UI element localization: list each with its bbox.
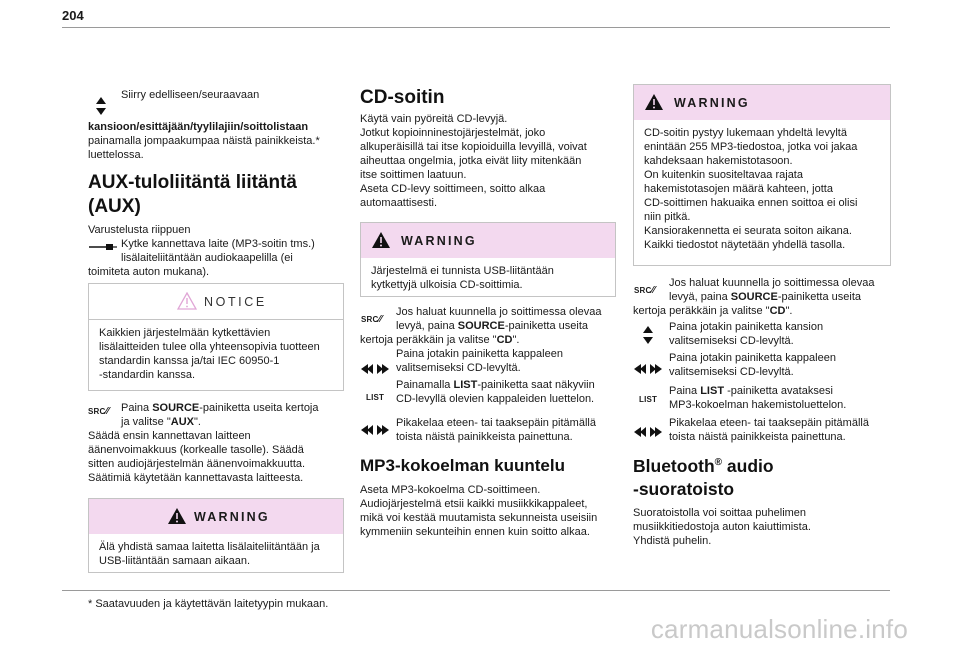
aux-title-line1: AUX-tuloliitäntä liitäntä xyxy=(88,172,297,193)
bt-title-text: Bluetooth xyxy=(633,456,715,476)
text-run: Paina xyxy=(121,402,153,414)
src-cd-line1: Jos haluat kuunnella jo soittimessa olevaa xyxy=(396,306,602,318)
warning-box-mp3 xyxy=(633,84,891,266)
src-mp3-line2 xyxy=(669,290,861,304)
top-divider xyxy=(62,27,890,28)
registered-mark: ® xyxy=(714,457,723,469)
warning-line: Älä yhdistä samaa laitetta lisälaiteliitäntään ja xyxy=(99,541,320,553)
text-run: Paina xyxy=(669,385,701,397)
notice-line: Kaikkien järjestelmään kytkettävien xyxy=(99,327,271,339)
src-mp3-line1: Jos haluat kuunnella jo soittimessa olevaa xyxy=(669,277,875,289)
prev-next-arrows-icon xyxy=(633,363,663,375)
src-cd-line2 xyxy=(396,319,588,333)
src-cd-line3 xyxy=(360,333,519,347)
lr-cd-line1: Paina jotakin painiketta kappaleen xyxy=(396,348,563,360)
warning-header xyxy=(89,499,343,534)
warning-header xyxy=(634,85,890,120)
bt-line: Yhdistä puhelin. xyxy=(633,535,712,547)
src-icon: SRC⁄⁄ xyxy=(361,314,383,325)
text-run: levyä, paina xyxy=(669,291,731,303)
folder-nav-bold: kansioon/esittäjään/tyylilajiin/soittolistaan xyxy=(88,121,309,133)
notice-body xyxy=(89,320,343,388)
warning-line: CD-soittimen hakuaika ennen soittoa ei olisi xyxy=(644,197,858,209)
text-run: Painamalla xyxy=(396,379,454,391)
adjust-line: Säätimiä käytetään kannettavasta laitteesta. xyxy=(88,472,304,484)
aux-text-4: toimiteta auton mukana). xyxy=(88,266,210,278)
notice-line: standardin kanssa ja/tai IEC 60950-1 xyxy=(99,355,280,367)
lr-mp3-line2: valitsemiseksi CD-levyltä. xyxy=(669,366,794,378)
cd-key: CD xyxy=(769,305,786,317)
aux-cable-icon xyxy=(88,241,118,253)
cd-line: Aseta CD-levy soittimeen, soitto alkaa xyxy=(360,183,546,195)
cd-line: Jotkut kopioinninestojärjestelmät, joko xyxy=(360,127,546,139)
warning-line: enintään 255 MP3-tiedostoa, jotka voi jakaa xyxy=(644,141,858,153)
warning-line: USB-liitäntään samaan aikaan. xyxy=(99,555,251,567)
warning-line: hakemistotasojen määrä kahteen, jotta xyxy=(644,183,833,195)
mp3-line: Aseta MP3-kokoelma CD-soittimeen. xyxy=(360,484,541,496)
warning-line: On kuitenkin suositeltavaa rajata xyxy=(644,169,803,181)
text-run: -painiketta useita xyxy=(504,320,588,332)
list-icon: LIST xyxy=(639,395,658,404)
text-run: -painiketta useita kertoja xyxy=(199,402,319,414)
warning-line: niin pitkä. xyxy=(644,211,691,223)
text-run: ". xyxy=(194,416,201,428)
cd-key: CD xyxy=(496,334,513,346)
src-icon-label: SRC xyxy=(634,286,652,295)
cd-line: automaattisesti. xyxy=(360,197,438,209)
text-run: levyä, paina xyxy=(396,320,458,332)
src-aux-line2 xyxy=(121,415,201,429)
adjust-line: Säädä ensin kannettavan laitteen xyxy=(88,430,251,442)
warning-box-aux xyxy=(88,498,344,573)
warning-line: Kansiorakennetta ei seurata soiton aikana. xyxy=(644,225,852,237)
folder-nav-text-2: luettelossa. xyxy=(88,149,144,161)
notice-triangle-icon xyxy=(177,292,197,310)
warning-label: WARNING xyxy=(674,96,750,110)
bluetooth-paragraph xyxy=(633,506,811,548)
bt-title-text: audio xyxy=(722,456,774,476)
src-mp3-line3 xyxy=(633,304,792,318)
src-aux-line1 xyxy=(121,401,319,415)
footnote: * Saatavuuden ja käytettävän laitetyypin mukaan. xyxy=(88,598,329,610)
cd-paragraph xyxy=(360,112,587,210)
lr2-cd-line2: toista näistä painikkeista painettuna. xyxy=(396,431,573,443)
list-mp3-line1 xyxy=(669,384,833,398)
aux-text-1: Varustelusta riippuen xyxy=(88,224,191,236)
warning-line: kahdeksaan hakemistotasoon. xyxy=(644,155,793,167)
warning-body xyxy=(361,258,615,298)
notice-line: -standardin kanssa. xyxy=(99,369,195,381)
text-run: -painiketta avataksesi xyxy=(724,385,833,397)
warning-line: Kaikki tiedostot näytetään yhdellä tasolla. xyxy=(644,239,846,251)
warning-body xyxy=(89,534,343,574)
mp3-line: mikä voi kestää muutamista sekunneista useisiin xyxy=(360,512,598,524)
cd-line: Käytä vain pyöreitä CD-levyjä. xyxy=(360,113,508,125)
fast-forward-rewind-icon xyxy=(360,424,390,436)
watermark: carmanualsonline.info xyxy=(650,614,908,644)
up-down-arrows-icon xyxy=(642,325,654,345)
notice-label: NOTICE xyxy=(204,295,267,309)
folder-nav-text-1: painamalla jompaakumpaa näistä painikkeista.* xyxy=(88,135,320,147)
aux-title-line2: (AUX) xyxy=(88,196,141,217)
lr2-cd-line1: Pikakelaa eteen- tai taaksepäin pitämällä xyxy=(396,417,596,429)
list-key: LIST xyxy=(700,385,725,397)
list-mp3-line2: MP3-kokoelman hakemistoluettelon. xyxy=(669,399,847,411)
source-key: SOURCE xyxy=(152,402,200,414)
lr2-mp3-line1: Pikakelaa eteen- tai taaksepäin pitämällä xyxy=(669,417,869,429)
text-run: ja valitse " xyxy=(121,416,171,428)
aux-text-2: Kytke kannettava laite (MP3-soitin tms.) xyxy=(121,238,315,250)
warning-line: CD-soitin pystyy lukemaan yhdeltä levyltä xyxy=(644,127,847,139)
prev-next-arrows-icon xyxy=(360,363,390,375)
bt-title-line2: -suoratoisto xyxy=(633,479,735,499)
src-icon-label: SRC xyxy=(88,407,106,416)
warning-header xyxy=(361,223,615,258)
cd-line: aiheuttaa ongelmia, jotka eivät liity mitenkään xyxy=(360,155,582,167)
src-icon-label: SRC xyxy=(361,315,379,324)
adjust-paragraph xyxy=(88,429,305,485)
cd-line: itse soittimen laatuun. xyxy=(360,169,467,181)
bottom-divider xyxy=(62,590,890,591)
warning-line: kytkettyjä ulkoisia CD-soittimia. xyxy=(371,279,523,291)
src-icon: SRC⁄⁄ xyxy=(634,285,656,296)
ud-mp3-line1: Paina jotakin painiketta kansion xyxy=(669,321,824,333)
cd-section-title: CD-soitin xyxy=(360,87,445,108)
warning-triangle-icon xyxy=(371,231,391,249)
lr2-mp3-line2: toista näistä painikkeista painettuna. xyxy=(669,431,846,443)
up-down-arrows-icon xyxy=(95,96,107,116)
mp3-section-title: MP3-kokoelman kuuntelu xyxy=(360,456,565,475)
aux-key: AUX xyxy=(170,416,194,428)
notice-header xyxy=(89,284,343,320)
text-run: ". xyxy=(785,305,793,317)
adjust-line: äänenvoimakkuus (korkealle tasolle). Säädä xyxy=(88,444,304,456)
list-icon: LIST xyxy=(366,393,385,402)
bt-line: musiikkitiedostoja auton kaiuttimista. xyxy=(633,521,811,533)
text-run: -painiketta useita xyxy=(777,291,861,303)
bluetooth-section-title xyxy=(633,455,883,501)
cd-line: alkuperäisillä tai itse kopioiduilla levyillä, voivat xyxy=(360,141,587,153)
warning-label: WARNING xyxy=(401,234,477,248)
list-cd-line1 xyxy=(396,378,595,392)
warning-label: WARNING xyxy=(194,510,270,524)
lr-cd-line2: valitsemiseksi CD-levyltä. xyxy=(396,362,521,374)
text-run: ". xyxy=(512,334,520,346)
aux-text-3: lisälaiteliitäntään audiokaapelilla (ei xyxy=(121,252,293,264)
adjust-line: sitten audiojärjestelmän äänenvoimakkuutta. xyxy=(88,458,306,470)
lr-mp3-line1: Paina jotakin painiketta kappaleen xyxy=(669,352,836,364)
text-run: kertoja peräkkäin ja valitse " xyxy=(633,305,770,317)
text-run: -painiketta saat näkyviin xyxy=(477,379,595,391)
mp3-line: Audiojärjestelmä etsii kaikki musiikkikappaleet, xyxy=(360,498,588,510)
warning-line: Järjestelmä ei tunnista USB-liitäntään xyxy=(371,265,554,277)
warning-body xyxy=(634,120,890,258)
ud-mp3-line2: valitsemiseksi CD-levyltä. xyxy=(669,335,794,347)
notice-box xyxy=(88,283,344,391)
warning-box-cd xyxy=(360,222,616,297)
text-run: kertoja peräkkäin ja valitse " xyxy=(360,334,497,346)
mp3-paragraph xyxy=(360,483,597,539)
src-icon: SRC⁄⁄ xyxy=(88,406,110,417)
bt-line: Suoratoistolla voi soittaa puhelimen xyxy=(633,507,807,519)
updown-text: Siirry edelliseen/seuraavaan xyxy=(121,89,260,101)
source-key: SOURCE xyxy=(730,291,778,303)
warning-triangle-icon xyxy=(167,507,187,525)
list-key: LIST xyxy=(453,379,478,391)
mp3-line: kymmeniin sekunteihin ennen kuin soitto alkaa. xyxy=(360,526,590,538)
page-number: 204 xyxy=(62,8,84,23)
fast-forward-rewind-icon xyxy=(633,426,663,438)
notice-line: lisälaitteiden tulee olla yhteensopivia tuotteen xyxy=(99,341,320,353)
warning-triangle-icon xyxy=(644,93,664,111)
list-cd-line2: CD-levyllä olevien kappaleiden luettelon. xyxy=(396,393,595,405)
aux-section-title xyxy=(88,171,328,219)
source-key: SOURCE xyxy=(457,320,505,332)
